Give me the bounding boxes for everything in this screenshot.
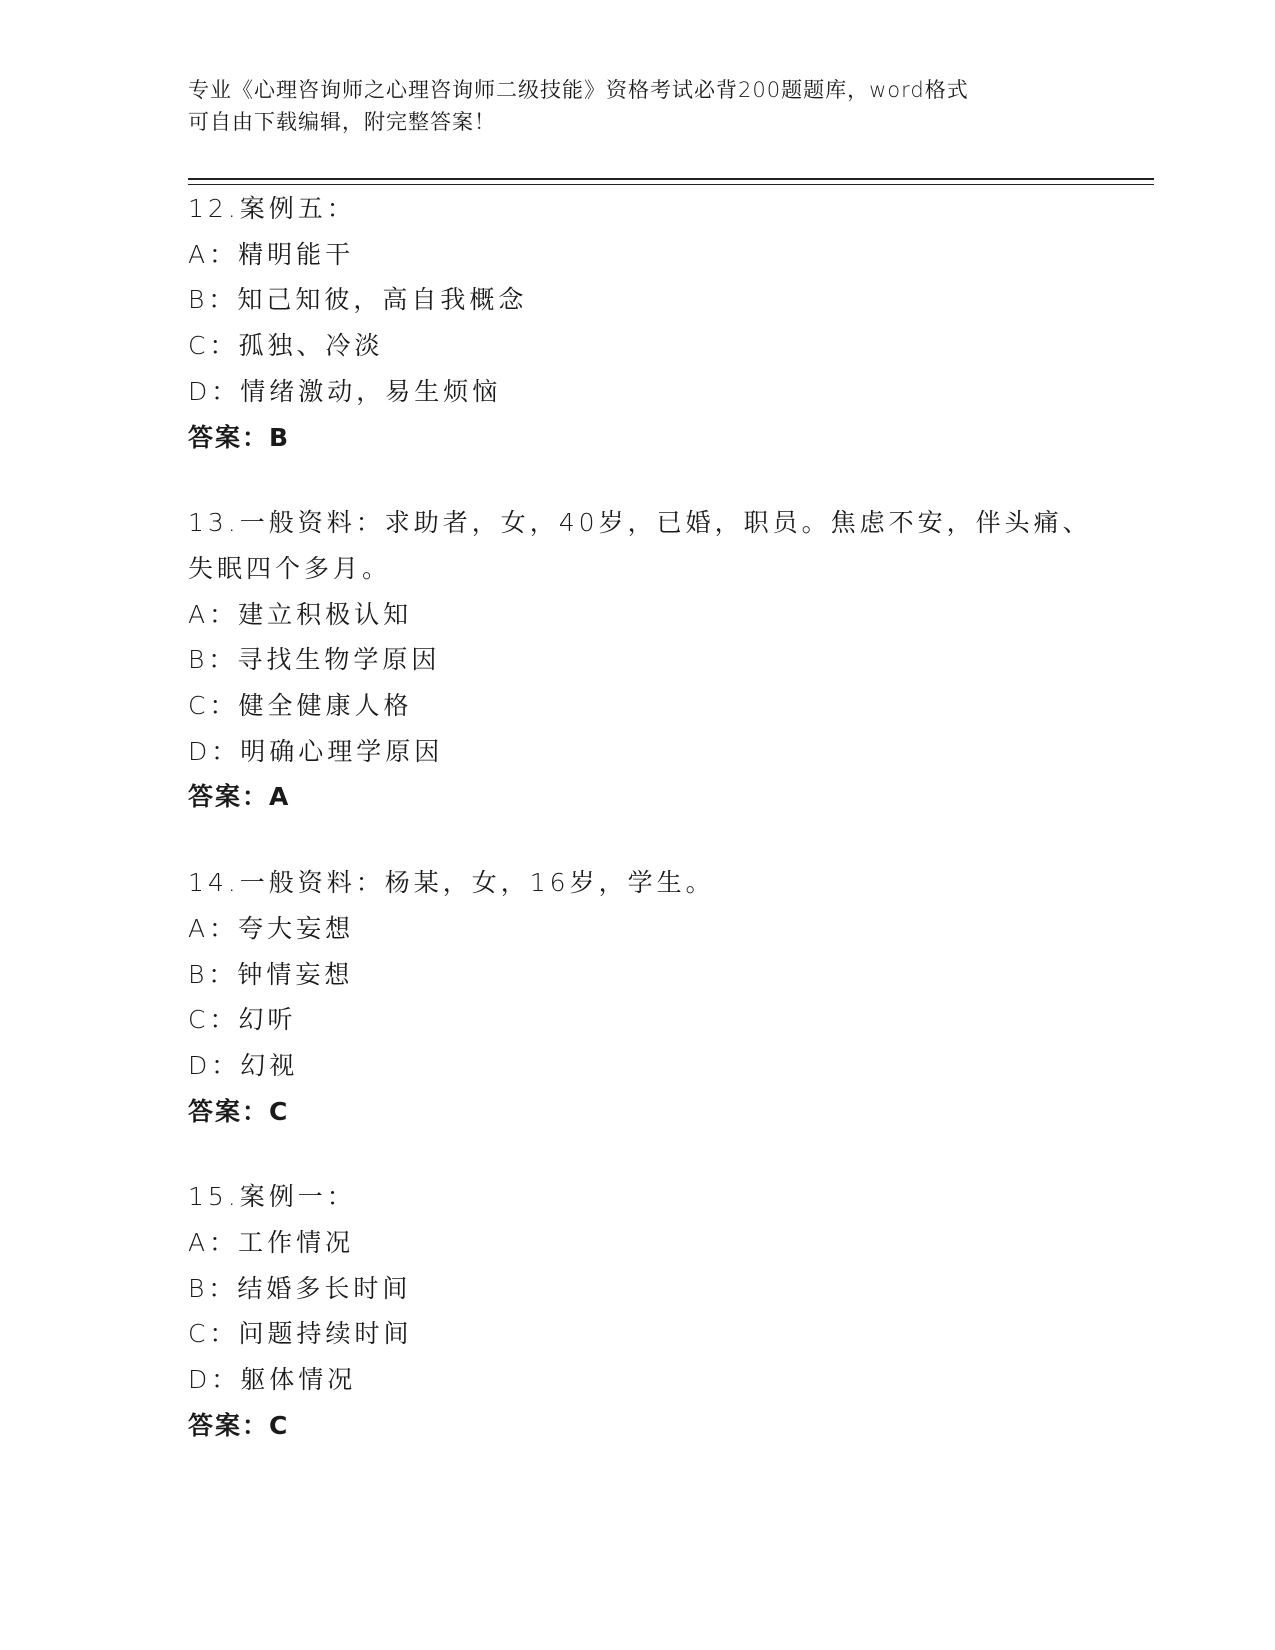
header-line-2: 可自由下载编辑，附完整答案！ bbox=[188, 110, 496, 134]
answer: 答案：C bbox=[188, 1410, 290, 1440]
document-header bbox=[188, 74, 1088, 138]
answer: 答案：B bbox=[188, 422, 291, 452]
question-list bbox=[188, 186, 1108, 1489]
question-14 bbox=[188, 860, 1108, 1134]
option-c: C：健全健康人格 bbox=[188, 691, 413, 721]
question-15 bbox=[188, 1174, 1108, 1448]
question-12 bbox=[188, 186, 1108, 460]
header-line-1: 专业《心理咨询师之心理咨询师二级技能》资格考试必背200题题库，word格式 bbox=[188, 78, 969, 102]
header-divider bbox=[188, 178, 1154, 185]
question-stem: 14.一般资料：杨某，女，16岁，学生。 bbox=[188, 868, 715, 898]
option-b: B：钟情妄想 bbox=[188, 959, 354, 989]
option-c: C：幻听 bbox=[188, 1005, 297, 1035]
option-a: A：建立积极认知 bbox=[188, 599, 413, 629]
option-a: A：精明能干 bbox=[188, 239, 355, 269]
option-b: B：知己知彼，高自我概念 bbox=[188, 285, 528, 315]
option-a: A：夸大妄想 bbox=[188, 913, 355, 943]
question-stem: 12.案例五： bbox=[188, 194, 356, 223]
question-stem: 15.案例一： bbox=[188, 1182, 356, 1212]
option-c: C：孤独、冷淡 bbox=[188, 331, 384, 361]
option-d: D：明确心理学原因 bbox=[188, 736, 444, 766]
option-a: A：工作情况 bbox=[188, 1228, 355, 1258]
option-b: B：结婚多长时间 bbox=[188, 1273, 412, 1303]
answer: 答案：A bbox=[188, 782, 291, 812]
option-d: D：幻视 bbox=[188, 1050, 299, 1080]
question-stem: 13.一般资料：求助者，女，40岁，已婚，职员。焦虑不安，伴头痛、 bbox=[188, 508, 1092, 538]
option-d: D：躯体情况 bbox=[188, 1365, 357, 1395]
option-d: D：情绪激动，易生烦恼 bbox=[188, 376, 502, 406]
answer: 答案：C bbox=[188, 1096, 290, 1126]
question-13 bbox=[188, 500, 1108, 820]
question-stem-continued: 失眠四个多月。 bbox=[188, 553, 392, 583]
option-c: C：问题持续时间 bbox=[188, 1319, 413, 1349]
option-b: B：寻找生物学原因 bbox=[188, 645, 441, 675]
